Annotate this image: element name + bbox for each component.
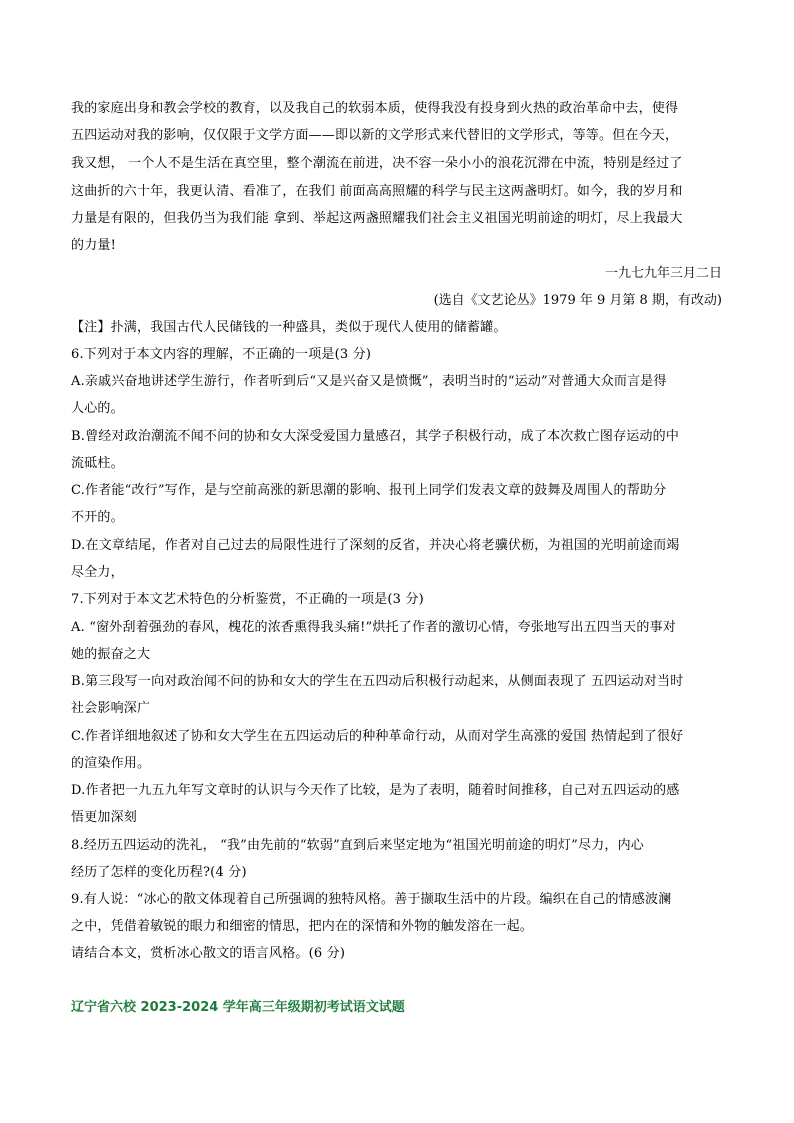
- question-9-line-cont: 之中，凭借着敏锐的眼力和细密的情思，把内在的深情和外物的触发溶在一起。: [71, 919, 534, 934]
- question-6-option-a: A.亲戚兴奋地讲述学生游行，作者听到后“又是兴奋又是愤慨”，表明当时的“运动”对普通大众而言是得: [71, 374, 667, 389]
- paragraph-line: 我又想， 一个人不是生活在真空里，整个潮流在前进，决不容一朵小小的浪花沉滞在中流，特别是经过了: [71, 156, 683, 171]
- source-line: (选自《文艺论丛》1979 年 9 月第 8 期，有改动): [433, 293, 722, 308]
- question-7-option-d: D.作者把一九五九年写文章时的认识与今天作了比较，是为了表明，随着时间推移，自己对五四运动的感: [71, 783, 680, 798]
- question-7-option-a-cont: 她的振奋之大: [71, 647, 151, 662]
- question-7-stem: 7.下列对于本文艺术特色的分析鉴赏，不正确的一项是(3 分): [71, 592, 424, 607]
- question-6-option-b: B.曾经对政治潮流不闻不问的协和女大深受爱国力量感召，其学子积极行动，成了本次救亡图存运动的中: [71, 429, 680, 444]
- exam-title-footer: 辽宁省六校 2023-2024 学年高三年级期初考试语文试题: [71, 1000, 405, 1015]
- paragraph-line: 这曲折的六十年，我更认清、看准了，在我们 前面高高照耀的科学与民主这两盏明灯。如今，我的岁月和: [71, 184, 683, 199]
- question-6-option-b-cont: 流砥柱。: [71, 456, 124, 471]
- question-7-option-b: B.第三段写一向对政治闻不问的协和女大的学生在五四动后积极行动起来，从侧面表现了 五四运动对当时: [71, 674, 684, 689]
- paragraph-line: 力量是有限的，但我仍当为我们能 拿到、举起这两盏照耀我们社会主义祖国光明前途的明灯，尽上我最大: [71, 211, 683, 226]
- question-6-option-c-cont: 不开的。: [71, 510, 124, 525]
- question-7-option-c: C.作者详细地叙述了协和女大学生在五四运动后的种种革命行动，从而对学生高涨的爱国 热情起到了很好: [71, 729, 684, 744]
- paragraph-line: 五四运动对我的影响，仅仅限于文学方面——即以新的文学形式来代替旧的文学形式，等等。但在今天，: [71, 128, 679, 143]
- question-8-line-cont: 经历了怎样的变化历程?(4 分): [71, 865, 247, 880]
- question-9-line: 9.有人说：“冰心的散文体现着自己所强调的独特风格。善于撷取生活中的片段。编织在自己的情感波澜: [71, 892, 672, 907]
- question-7-option-c-cont: 的渲染作用。: [71, 756, 151, 771]
- question-7-option-b-cont: 社会影响深广: [71, 701, 151, 716]
- question-7-option-d-cont: 悟更加深刻: [71, 810, 138, 825]
- question-9-prompt: 请结合本文，赏析冰心散文的语言风格。(6 分): [71, 946, 346, 961]
- question-6-option-d-cont: 尽全力，: [71, 565, 124, 580]
- date-line: 一九七九年三月二日: [604, 266, 722, 281]
- paragraph-line: 我的家庭出身和教会学校的教育，以及我自己的软弱本质，使得我没有投身到火热的政治革命中去，使得: [71, 101, 679, 116]
- question-6-option-a-cont: 人心的。: [71, 401, 124, 416]
- paragraph-line: 的力量!: [71, 238, 117, 253]
- question-7-option-a: A. “窗外刮着强劲的春风，槐花的浓香熏得我头痛!”烘托了作者的激切心情，夸张地写出五四当天的事对: [71, 620, 676, 635]
- annotation-note: 【注】扑满，我国古代人民储钱的一种盛具，类似于现代人使用的储蓄罐。: [71, 320, 507, 335]
- question-6-option-d: D.在文章结尾，作者对自己过去的局限性进行了深刻的反省，并决心将老骥伏枥，为祖国的光明前途而竭: [71, 538, 680, 553]
- question-6-stem: 6.下列对于本文内容的理解，不正确的一项是(3 分): [71, 347, 372, 362]
- question-8-line: 8.经历五四运动的洗礼， “我”由先前的“软弱”直到后来坚定地为“祖国光明前途的明灯”尽力，内心: [71, 838, 645, 853]
- question-6-option-c: C.作者能“改行”写作，是与空前高涨的新思潮的影响、报刊上同学们发表文章的鼓舞及周围人的帮助分: [71, 483, 667, 498]
